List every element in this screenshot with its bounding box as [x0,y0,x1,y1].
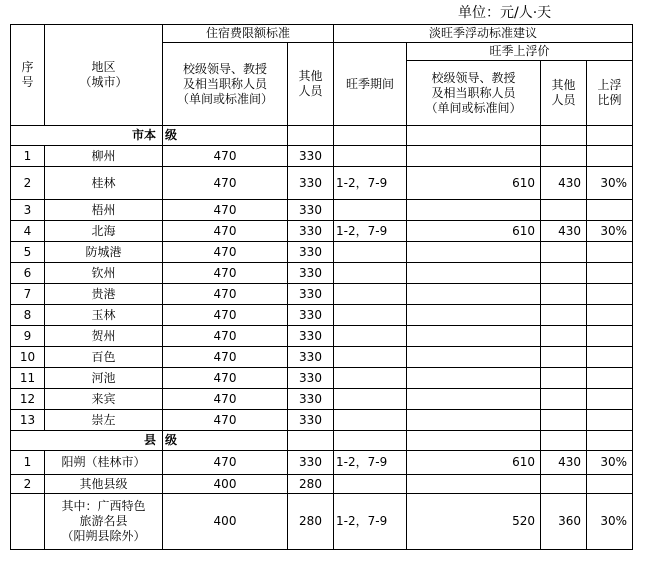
ratio-cell: 30% [587,494,633,550]
leaders-rate-cell: 470 [163,263,288,284]
empty-cell [587,431,633,451]
seq-cell [11,494,45,550]
ratio-cell [587,305,633,326]
peak-leaders-rate-cell: 520 [407,494,541,550]
empty-cell [587,126,633,146]
peak-period-cell [334,347,407,368]
region-cell: 贺州 [45,326,163,347]
empty-cell [541,126,587,146]
peak-others-rate-cell [541,389,587,410]
leaders-rate-cell: 470 [163,451,288,475]
ratio-cell [587,242,633,263]
section-header-row [11,126,633,146]
table-row [11,221,633,242]
unit-label: 单位：元/人·天 [458,5,552,21]
seq-cell: 6 [11,263,45,284]
header-peak-up: 旺季上浮价 [407,43,633,61]
section-title-part-b: 级 [163,126,288,146]
peak-others-rate-cell: 430 [541,221,587,242]
empty-cell [288,431,334,451]
leaders-rate-cell: 470 [163,305,288,326]
header-others: 其他 人员 [288,43,334,126]
header-season-group: 淡旺季浮动标准建议 [334,25,633,43]
table-row [11,475,633,494]
seq-cell: 3 [11,200,45,221]
leaders-rate-cell: 470 [163,242,288,263]
others-rate-cell: 330 [288,200,334,221]
peak-period-cell [334,305,407,326]
others-rate-cell: 330 [288,451,334,475]
peak-leaders-rate-cell: 610 [407,167,541,200]
peak-leaders-rate-cell [407,242,541,263]
ratio-cell [587,368,633,389]
peak-period-cell [334,263,407,284]
peak-period-cell [334,368,407,389]
others-rate-cell: 330 [288,347,334,368]
peak-others-rate-cell [541,347,587,368]
table-row [11,494,633,550]
seq-cell: 7 [11,284,45,305]
region-cell: 桂林 [45,167,163,200]
seq-cell: 1 [11,451,45,475]
seq-cell: 10 [11,347,45,368]
leaders-rate-cell: 470 [163,326,288,347]
table-row [11,284,633,305]
seq-cell: 5 [11,242,45,263]
table-row [11,389,633,410]
seq-cell: 1 [11,146,45,167]
region-cell: 钦州 [45,263,163,284]
region-cell: 百色 [45,347,163,368]
empty-cell [334,126,407,146]
peak-period-cell [334,389,407,410]
section-title-part-a: 市本 [11,126,163,146]
region-cell: 玉林 [45,305,163,326]
empty-cell [288,126,334,146]
leaders-rate-cell: 470 [163,221,288,242]
others-rate-cell: 330 [288,146,334,167]
seq-cell: 8 [11,305,45,326]
leaders-rate-cell: 470 [163,410,288,431]
peak-others-rate-cell [541,146,587,167]
region-cell: 河池 [45,368,163,389]
others-rate-cell: 280 [288,475,334,494]
section-header-row [11,431,633,451]
table-row [11,326,633,347]
peak-others-rate-cell [541,326,587,347]
peak-leaders-rate-cell [407,200,541,221]
peak-leaders-rate-cell [407,263,541,284]
ratio-cell [587,263,633,284]
table-row [11,368,633,389]
peak-period-cell: 1-2，7-9 [334,494,407,550]
peak-others-rate-cell [541,200,587,221]
peak-period-cell [334,475,407,494]
table-row [11,451,633,475]
peak-others-rate-cell [541,410,587,431]
others-rate-cell: 330 [288,326,334,347]
peak-others-rate-cell: 360 [541,494,587,550]
ratio-cell [587,347,633,368]
leaders-rate-cell: 400 [163,494,288,550]
leaders-rate-cell: 470 [163,368,288,389]
peak-leaders-rate-cell [407,305,541,326]
table-row [11,167,633,200]
table-row [11,410,633,431]
header-peak-period: 旺季期间 [334,43,407,126]
peak-others-rate-cell: 430 [541,167,587,200]
peak-period-cell [334,326,407,347]
seq-cell: 12 [11,389,45,410]
ratio-cell: 30% [587,221,633,242]
ratio-cell [587,389,633,410]
peak-period-cell [334,200,407,221]
ratio-cell [587,146,633,167]
peak-period-cell: 1-2，7-9 [334,221,407,242]
peak-period-cell [334,284,407,305]
seq-cell: 9 [11,326,45,347]
ratio-cell: 30% [587,451,633,475]
peak-leaders-rate-cell: 610 [407,221,541,242]
ratio-cell: 30% [587,167,633,200]
table-row [11,242,633,263]
empty-cell [334,431,407,451]
peak-others-rate-cell [541,368,587,389]
table-row [11,347,633,368]
ratio-cell [587,410,633,431]
peak-leaders-rate-cell [407,326,541,347]
region-cell: 其他县级 [45,475,163,494]
header-peak-leaders: 校级领导、教授 及相当职称人员 （单间或标准间） [407,61,541,126]
peak-period-cell: 1-2，7-9 [334,451,407,475]
region-cell: 防城港 [45,242,163,263]
peak-others-rate-cell [541,305,587,326]
others-rate-cell: 330 [288,221,334,242]
peak-others-rate-cell [541,284,587,305]
region-cell: 阳朔（桂林市） [45,451,163,475]
table-row [11,263,633,284]
peak-period-cell [334,410,407,431]
seq-cell: 13 [11,410,45,431]
peak-period-cell: 1-2，7-9 [334,167,407,200]
leaders-rate-cell: 470 [163,200,288,221]
ratio-cell [587,326,633,347]
region-cell: 其中：广西特色 旅游名县 （阳朔县除外） [45,494,163,550]
leaders-rate-cell: 470 [163,389,288,410]
ratio-cell [587,284,633,305]
header-limit-group: 住宿费限额标准 [163,25,334,43]
header-seq: 序号 [11,25,45,126]
header-peak-others: 其他 人员 [541,61,587,126]
others-rate-cell: 330 [288,167,334,200]
seq-cell: 2 [11,167,45,200]
peak-others-rate-cell [541,242,587,263]
peak-leaders-rate-cell [407,368,541,389]
table-row [11,200,633,221]
seq-cell: 4 [11,221,45,242]
others-rate-cell: 330 [288,389,334,410]
leaders-rate-cell: 470 [163,284,288,305]
section-title-part-a: 县 [11,431,163,451]
others-rate-cell: 330 [288,305,334,326]
others-rate-cell: 330 [288,410,334,431]
empty-cell [541,431,587,451]
peak-leaders-rate-cell [407,475,541,494]
region-cell: 贵港 [45,284,163,305]
header-region: 地区 （城市） [45,25,163,126]
empty-cell [407,431,541,451]
seq-cell: 11 [11,368,45,389]
others-rate-cell: 330 [288,263,334,284]
peak-leaders-rate-cell [407,389,541,410]
peak-period-cell [334,242,407,263]
ratio-cell [587,200,633,221]
leaders-rate-cell: 470 [163,347,288,368]
table-row [11,146,633,167]
region-cell: 柳州 [45,146,163,167]
region-cell: 崇左 [45,410,163,431]
peak-period-cell [334,146,407,167]
peak-others-rate-cell [541,475,587,494]
region-cell: 梧州 [45,200,163,221]
others-rate-cell: 280 [288,494,334,550]
leaders-rate-cell: 400 [163,475,288,494]
accommodation-standards-table [10,24,633,550]
seq-cell: 2 [11,475,45,494]
others-rate-cell: 330 [288,284,334,305]
peak-leaders-rate-cell [407,284,541,305]
region-cell: 北海 [45,221,163,242]
header-ratio: 上浮 比例 [587,61,633,126]
peak-others-rate-cell [541,263,587,284]
region-cell: 来宾 [45,389,163,410]
peak-leaders-rate-cell [407,146,541,167]
peak-leaders-rate-cell [407,347,541,368]
leaders-rate-cell: 470 [163,167,288,200]
ratio-cell [587,475,633,494]
peak-others-rate-cell: 430 [541,451,587,475]
header-leaders: 校级领导、教授 及相当职称人员 （单间或标准间） [163,43,288,126]
leaders-rate-cell: 470 [163,146,288,167]
table-row [11,305,633,326]
section-title-part-b: 级 [163,431,288,451]
empty-cell [407,126,541,146]
peak-leaders-rate-cell [407,410,541,431]
others-rate-cell: 330 [288,242,334,263]
peak-leaders-rate-cell: 610 [407,451,541,475]
others-rate-cell: 330 [288,368,334,389]
